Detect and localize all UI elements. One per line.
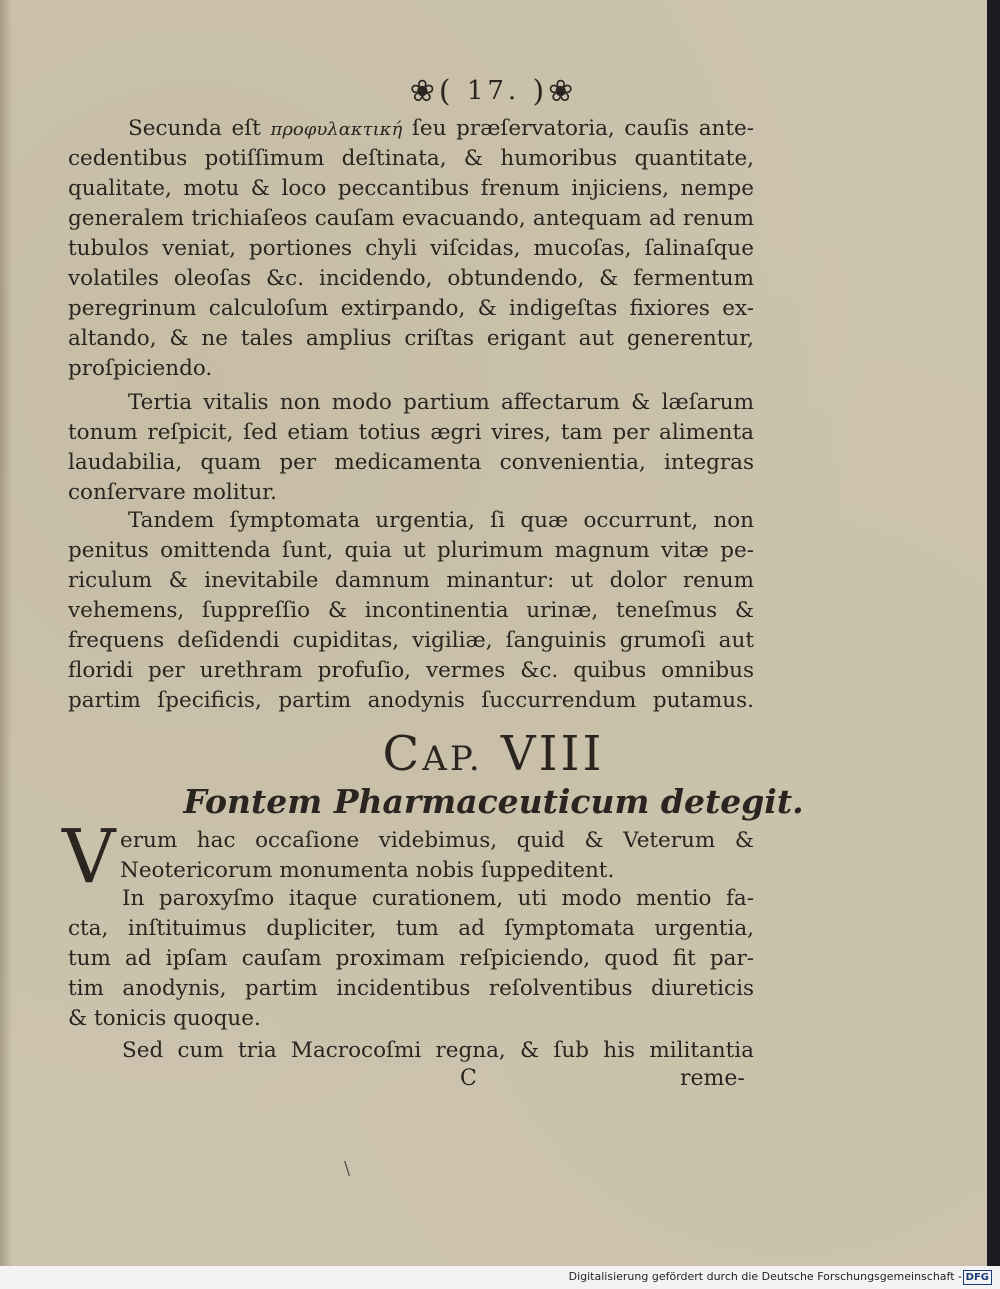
- text-line: tum ad ipſam cauſam proximam reſpiciendo, quod fit par-: [68, 946, 754, 971]
- paragraph-sed-cum: [68, 1036, 754, 1066]
- text-line: generalem trichiaſeos cauſam evacuando, antequam ad renum: [68, 206, 754, 231]
- paragraph-secunda: [68, 114, 754, 384]
- text-line: volatiles oleoſas &c. incidendo, obtundendo, & fermentum: [68, 266, 754, 291]
- paragraph-paroxysmo: [68, 884, 754, 1034]
- text-line: tim anodynis, partim incidentibus reſolventibus diureticis: [68, 976, 754, 1001]
- text-line: erum hac occaſione videbimus, quid & Veterum &: [120, 828, 754, 853]
- text-line: tubulos veniat, portiones chyli viſcidas, mucoſas, ſalinaſque: [68, 236, 754, 261]
- text-line: & tonicis quoque.: [68, 1006, 261, 1031]
- text-line: frequens deſidendi cupiditas, vigiliæ, ſanguinis grumoſi aut: [68, 628, 754, 653]
- chapter-subtitle: Fontem Pharmaceuticum detegit.: [183, 782, 804, 821]
- text-line: peregrinum calculoſum extirpando, & indigeſtas fixiores ex-: [68, 296, 754, 321]
- catchword: reme-: [680, 1066, 745, 1091]
- signature-mark: C: [460, 1066, 477, 1091]
- text-line: Tertia vitalis non modo partium affectarum & læſarum: [128, 390, 754, 415]
- text-line: altando, & ne tales amplius criſtas erigant aut generentur,: [68, 326, 754, 351]
- text-line: qualitate, motu & loco peccantibus frenum injiciens, nempe: [68, 176, 754, 201]
- paragraph-tertia: [68, 388, 754, 508]
- text-line: Secunda eſt προφυλακτική ſeu præſervatoria, cauſis ante-: [128, 116, 754, 141]
- text-line: floridi per urethram profuſio, vermes &c. quibus omnibus: [68, 658, 754, 683]
- chapter-cap-initial: C: [382, 726, 423, 782]
- text-line: penitus omittenda ſunt, quia ut plurimum magnum vitæ pe-: [68, 538, 754, 563]
- footer-bar: [0, 1266, 1000, 1289]
- ornament-left-icon: ❀(: [409, 74, 455, 109]
- page-number: 17.: [466, 76, 521, 106]
- text-line: cta, inſtituimus dupliciter, tum ad ſymptomata urgentia,: [68, 916, 754, 941]
- dfg-logo-icon: DFG: [963, 1270, 992, 1285]
- text-line: conſervare molitur.: [68, 480, 277, 505]
- text-line: vehemens, ſuppreſſio & incontinentia urinæ, teneſmus &: [68, 598, 754, 623]
- paragraph-tandem: [68, 506, 754, 716]
- text-line: proſpiciendo.: [68, 356, 213, 381]
- chapter-cap-rest: AP.: [422, 739, 483, 779]
- drop-initial: V: [62, 814, 116, 900]
- text-line: cedentibus potiſſimum deſtinata, & humoribus quantitate,: [68, 146, 754, 171]
- ornament-right-icon: )❀: [532, 74, 578, 109]
- paragraph-verum: [120, 826, 754, 886]
- text-line: Sed cum tria Macrocoſmi regna, & ſub his militantia: [122, 1038, 754, 1063]
- chapter-heading: [0, 726, 987, 782]
- funding-credit: Digitalisierung gefördert durch die Deutsche Forschungsgemeinschaft -: [568, 1270, 962, 1283]
- text-line: riculum & inevitabile damnum minantur: ut dolor renum: [68, 568, 754, 593]
- text-line: tonum reſpicit, ſed etiam totius ægri vires, tam per alimenta: [68, 420, 754, 445]
- text-line: In paroxyſmo itaque curationem, uti modo mentio fa-: [122, 886, 754, 911]
- text-line: Tandem ſymptomata urgentia, ſi quæ occurrunt, non: [128, 508, 754, 533]
- page-header: [0, 74, 987, 109]
- chapter-numeral: VIII: [500, 726, 605, 782]
- page-gutter-shadow: [0, 0, 12, 1266]
- greek-word: προφυλακτική: [270, 119, 403, 140]
- text-line: laudabilia, quam per medicamenta convenientia, integras: [68, 450, 754, 475]
- stray-mark: \: [344, 1158, 351, 1179]
- text-line: partim ſpecificis, partim anodynis ſuccurrendum putamus.: [68, 688, 754, 713]
- text-line: Neotericorum monumenta nobis ſuppeditent.: [120, 858, 615, 883]
